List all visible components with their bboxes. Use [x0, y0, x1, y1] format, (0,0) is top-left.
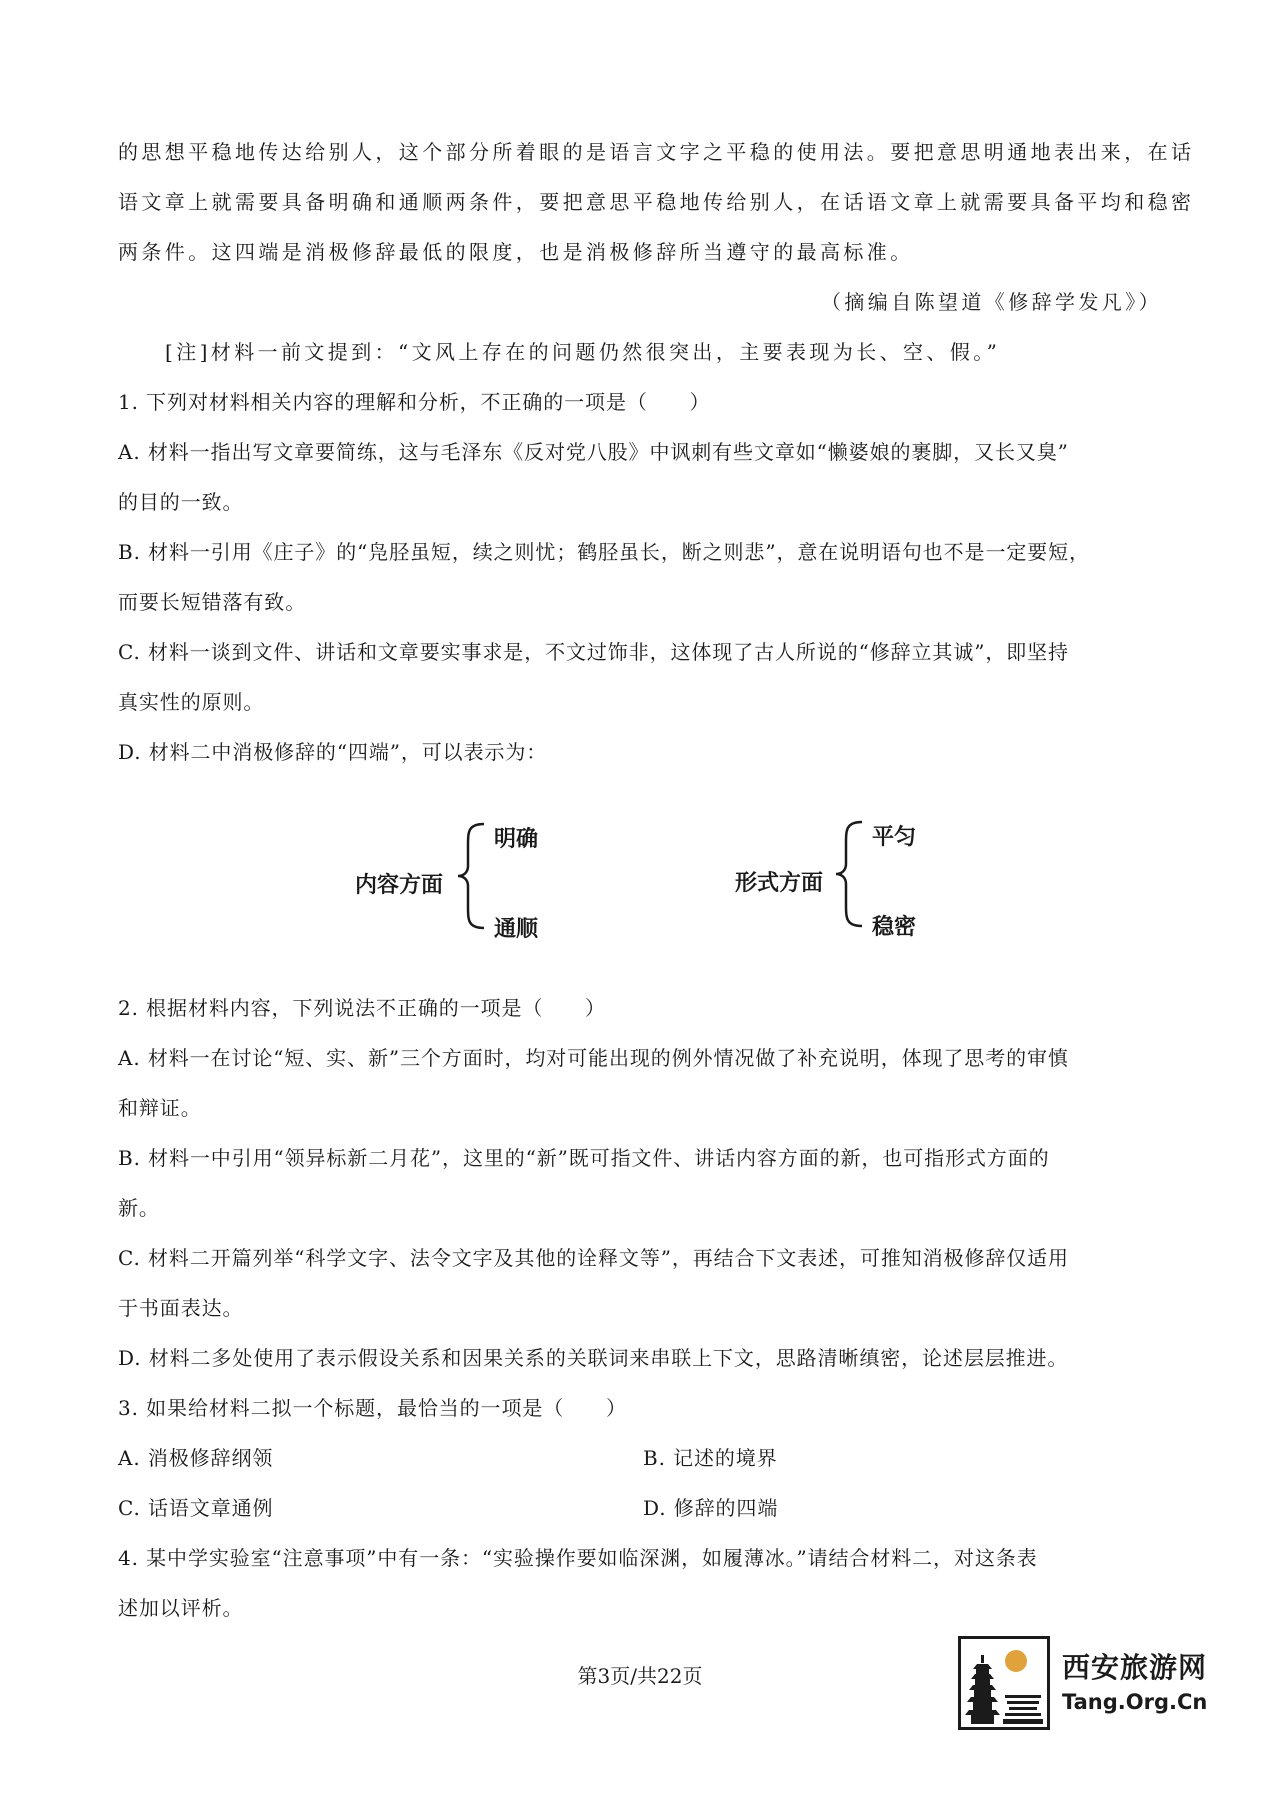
q3-option-c: C. 话语文章通例	[118, 1496, 274, 1520]
q2-option-b-line-1: B. 材料一中引用“领异标新二月花”，这里的“新”既可指文件、讲话内容方面的新，也可指形式方面的	[118, 1146, 1050, 1170]
q2-option-c-line-2: 于书面表达。	[118, 1296, 244, 1320]
right-brace-icon	[832, 820, 866, 928]
page-number-footer: 第3页/共22页	[577, 1664, 703, 1688]
q1-stem: 1. 下列对材料相关内容的理解和分析，不正确的一项是（ ）	[118, 390, 711, 414]
q2-option-c-line-1: C. 材料二开篇列举“科学文字、法令文字及其他的诠释文等”，再结合下文表述，可推知消极修辞仅适用	[118, 1246, 1069, 1270]
q3-option-d: D. 修辞的四端	[643, 1496, 779, 1520]
q1-option-a-line-2: 的目的一致。	[118, 490, 244, 514]
annotation-note: [注]材料一前文提到：“文风上存在的问题仍然很突出，主要表现为长、空、假。”	[165, 340, 1001, 364]
diagram-item-tongshun: 通顺	[494, 917, 539, 942]
diagram-item-mingque: 明确	[494, 827, 539, 852]
q2-stem: 2. 根据材料内容，下列说法不正确的一项是（ ）	[118, 996, 606, 1020]
four-aspects-diagram	[0, 800, 1280, 950]
watermark-site-name: 西安旅游网	[1062, 1651, 1208, 1684]
diagram-content-aspect: 内容方面	[355, 873, 444, 898]
q3-option-b: B. 记述的境界	[643, 1446, 778, 1470]
source-citation: （摘编自陈望道《修辞学发凡》）	[821, 290, 1162, 314]
q3-stem: 3. 如果给材料二拟一个标题，最恰当的一项是（ ）	[118, 1396, 627, 1420]
diagram-item-wenmi: 稳密	[872, 915, 917, 940]
q1-option-c-line-2: 真实性的原则。	[118, 690, 265, 714]
material2-line-1: 的思想平稳地传达给别人，这个部分所着眼的是语言文字之平稳的使用法。要把意思明通地表出来，在话	[118, 140, 1195, 164]
q3-option-a: A. 消极修辞纲领	[118, 1446, 274, 1470]
watermark-site-url: Tang.Org.Cn	[1062, 1690, 1208, 1714]
pagoda-logo-icon	[958, 1636, 1050, 1730]
q4-line-2: 述加以评析。	[118, 1596, 244, 1620]
material2-line-2: 语文章上就需要具备明确和通顺两条件，要把意思平稳地传给别人，在话语文章上就需要具备平均和稳密	[118, 190, 1195, 214]
material2-line-3: 两条件。这四端是消极修辞最低的限度，也是消极修辞所当遵守的最高标准。	[118, 240, 914, 264]
q1-option-b-line-1: B. 材料一引用《庄子》的“凫胫虽短，续之则忧；鹤胫虽长，断之则悲”，意在说明语句也不是一定要短，	[118, 540, 1090, 564]
q1-option-a-line-1: A. 材料一指出写文章要简练，这与毛泽东《反对党八股》中讽刺有些文章如“懒婆娘的裹脚，又长又臭”	[118, 440, 1069, 464]
left-brace-icon	[454, 822, 488, 930]
q1-option-b-line-2: 而要长短错落有致。	[118, 590, 307, 614]
q2-option-d: D. 材料二多处使用了表示假设关系和因果关系的关联词来串联上下文，思路清晰缜密，论述层层推进。	[118, 1346, 1069, 1370]
q2-option-a-line-1: A. 材料一在讨论“短、实、新”三个方面时，均对可能出现的例外情况做了补充说明，体现了思考的审慎	[118, 1046, 1069, 1070]
watermark	[958, 1636, 1228, 1734]
q2-option-a-line-2: 和辩证。	[118, 1096, 202, 1120]
q2-option-b-line-2: 新。	[118, 1196, 160, 1220]
q1-option-c-line-1: C. 材料一谈到文件、讲话和文章要实事求是，不文过饰非，这体现了古人所说的“修辞立其诚”，即坚持	[118, 640, 1069, 664]
diagram-form-aspect: 形式方面	[735, 871, 824, 896]
q1-option-d: D. 材料二中消极修辞的“四端”，可以表示为：	[118, 740, 548, 764]
q4-line-1: 4. 某中学实验室“注意事项”中有一条：“实验操作要如临深渊，如履薄冰。”请结合材料二，对这条表	[118, 1546, 1038, 1570]
diagram-item-pingyun: 平匀	[872, 825, 917, 850]
